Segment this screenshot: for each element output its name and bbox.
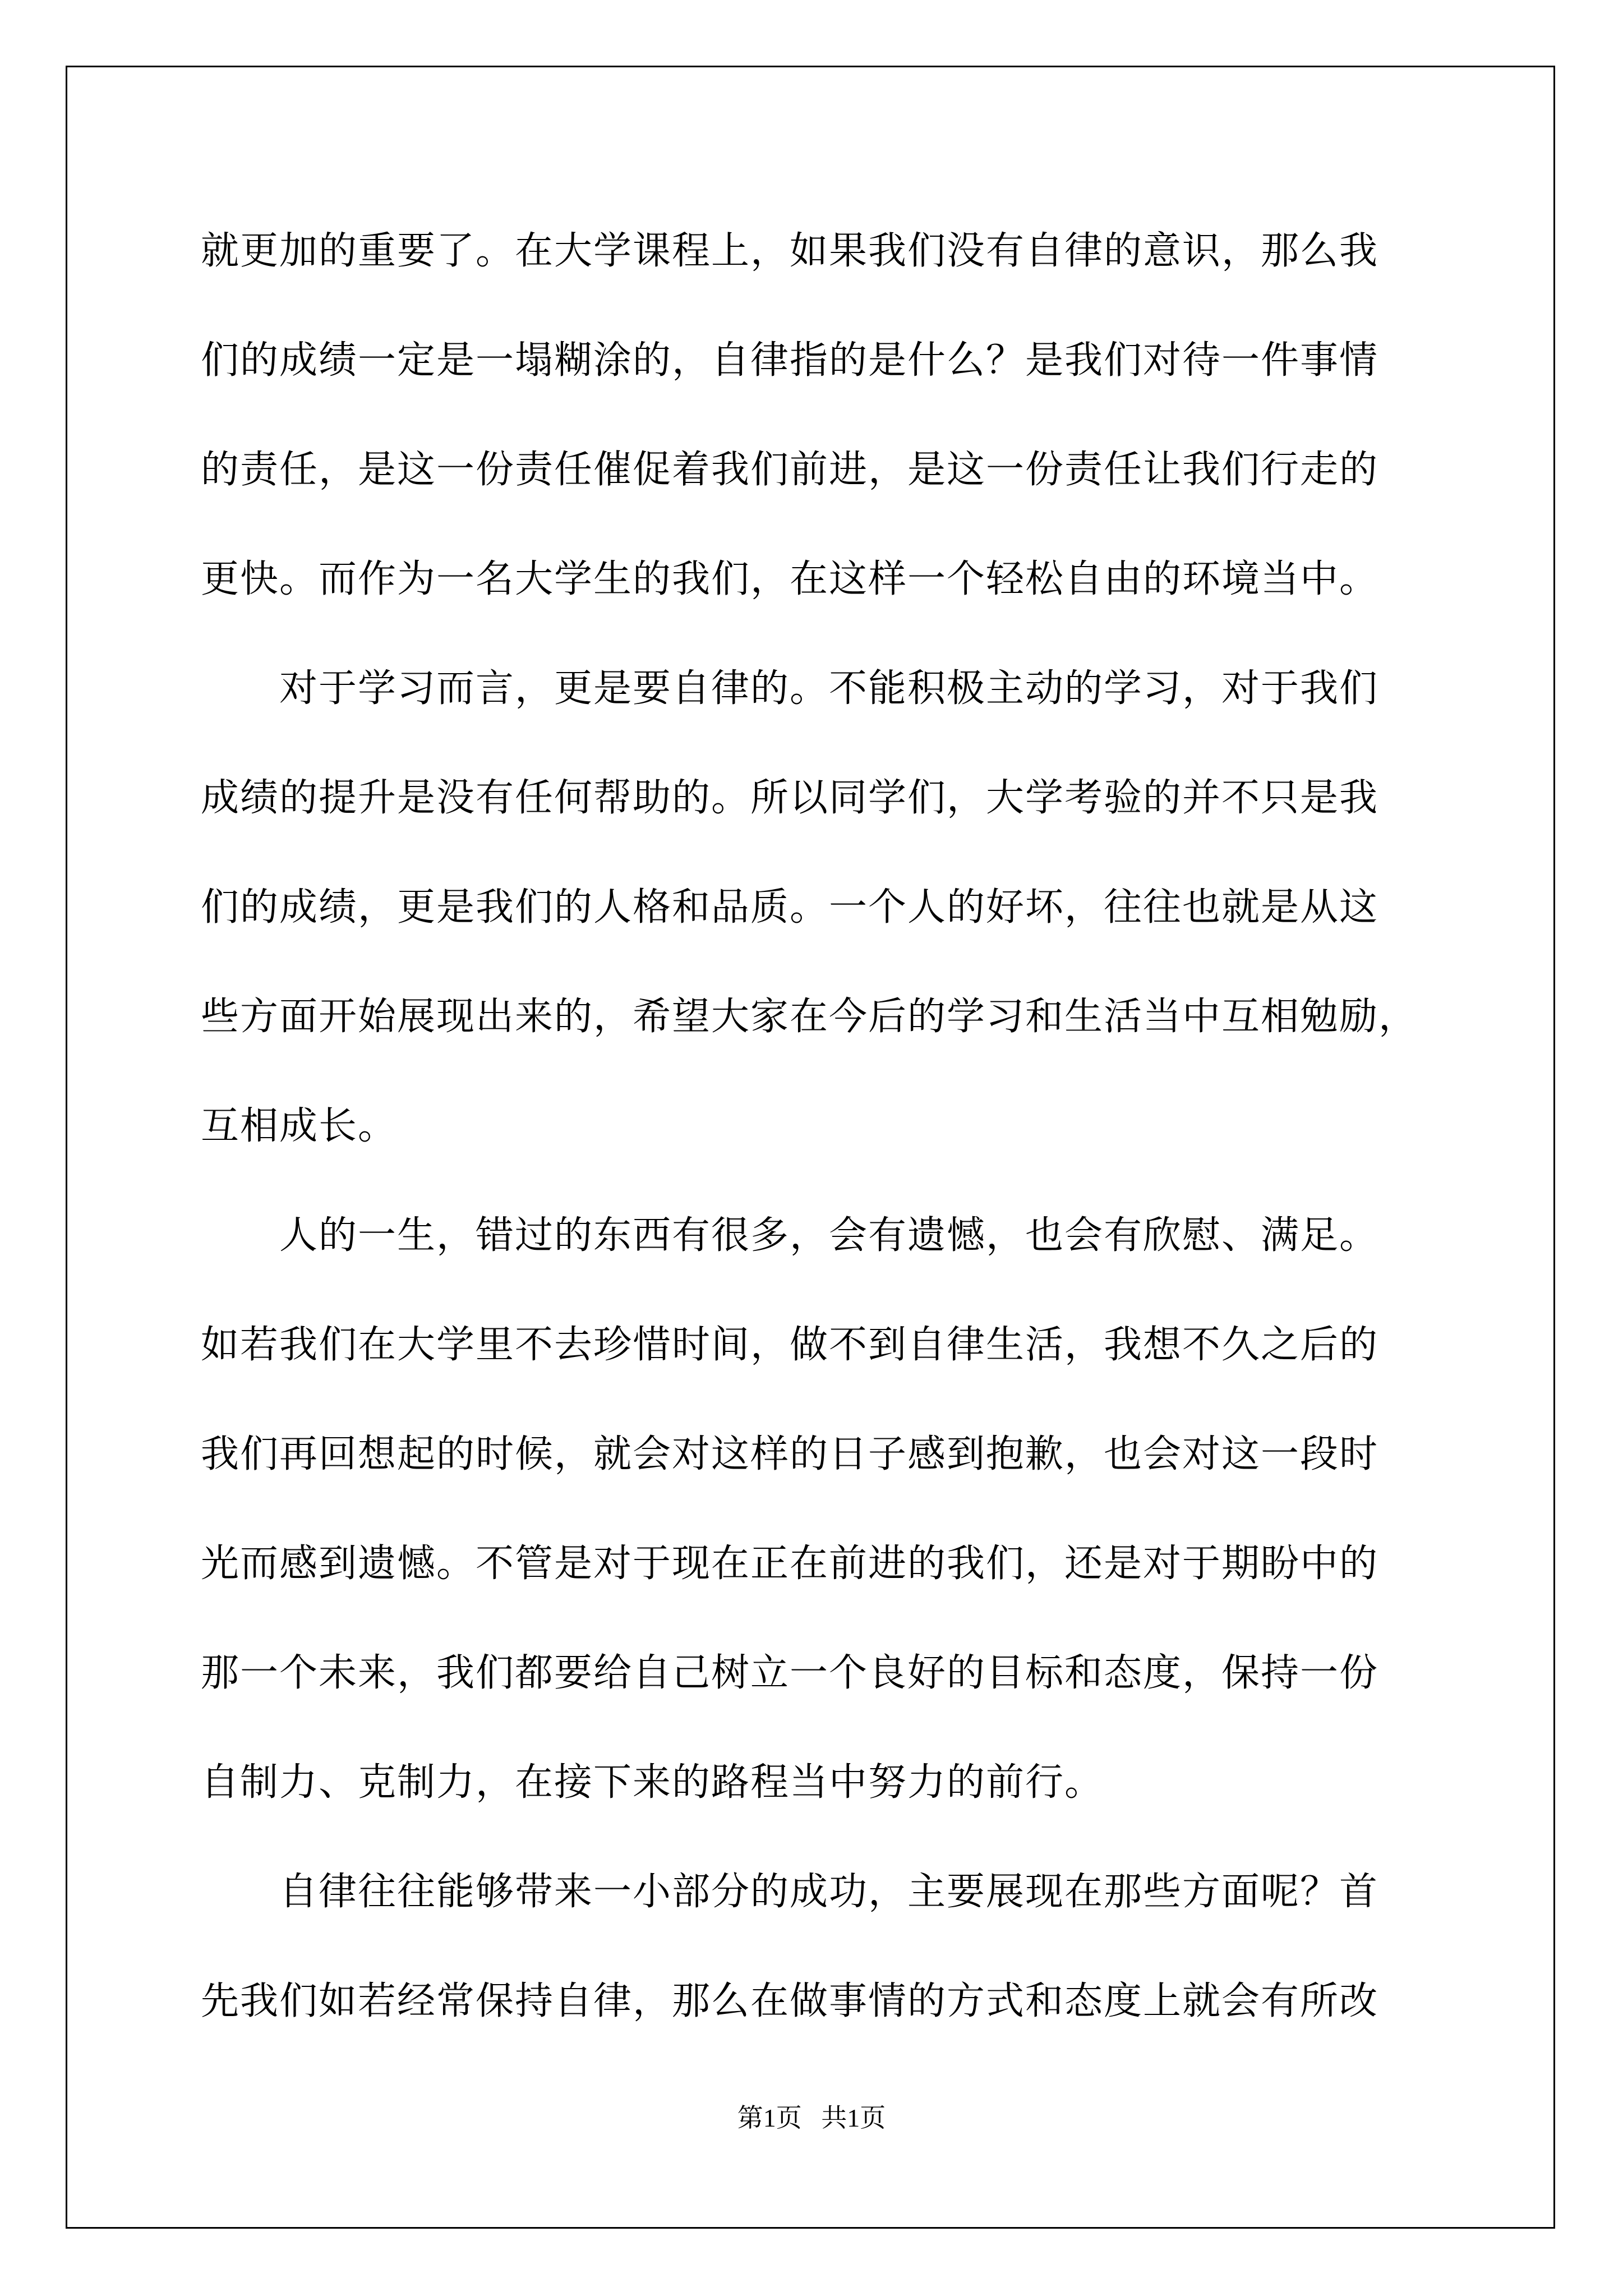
text-line: 互相成长。 (201, 1104, 398, 1148)
text-line: 们的成绩一定是一塌糊涂的，自律指的是什么？是我们对待一件事情 (201, 338, 1379, 383)
text-line: 们的成绩，更是我们的人格和品质。一个人的好坏，往往也就是从这 (201, 885, 1379, 930)
text-line: 成绩的提升是没有任何帮助的。所以同学们，大学考验的并不只是我 (201, 776, 1379, 820)
paragraph-start-line: 对于学习而言，更是要自律的。不能积极主动的学习，对于我们 (279, 666, 1379, 711)
page-number: 第1页 (737, 2104, 802, 2132)
text-line: 我们再回想起的时候，就会对这样的日子感到抱歉，也会对这一段时 (201, 1432, 1379, 1476)
paragraph-start-line: 人的一生，错过的东西有很多，会有遗憾，也会有欣慰、满足。 (279, 1213, 1379, 1258)
text-line: 先我们如若经常保持自律，那么在做事情的方式和态度上就会有所改 (201, 1979, 1379, 2023)
text-line: 就更加的重要了。在大学课程上，如果我们没有自律的意识，那么我 (201, 229, 1379, 273)
text-line: 光而感到遗憾。不管是对于现在正在前进的我们，还是对于期盼中的 (201, 1542, 1379, 1586)
text-line: 如若我们在大学里不去珍惜时间，做不到自律生活，我想不久之后的 (201, 1323, 1379, 1367)
paragraph-start-line: 自律往往能够带来一小部分的成功，主要展现在那些方面呢？首 (279, 1870, 1379, 1914)
text-line: 那一个未来，我们都要给自己树立一个良好的目标和态度，保持一份 (201, 1651, 1379, 1695)
page-total: 共1页 (821, 2104, 886, 2132)
text-line: 更快。而作为一名大学生的我们，在这样一个轻松自由的环境当中。 (201, 557, 1379, 601)
text-line: 自制力、克制力，在接下来的路程当中努力的前行。 (201, 1760, 1104, 1805)
text-line: 的责任，是这一份责任催促着我们前进，是这一份责任让我们行走的 (201, 448, 1379, 492)
page-footer (0, 2102, 1623, 2134)
text-line: 些方面开始展现出来的，希望大家在今后的学习和生活当中互相勉励， (201, 995, 1418, 1039)
